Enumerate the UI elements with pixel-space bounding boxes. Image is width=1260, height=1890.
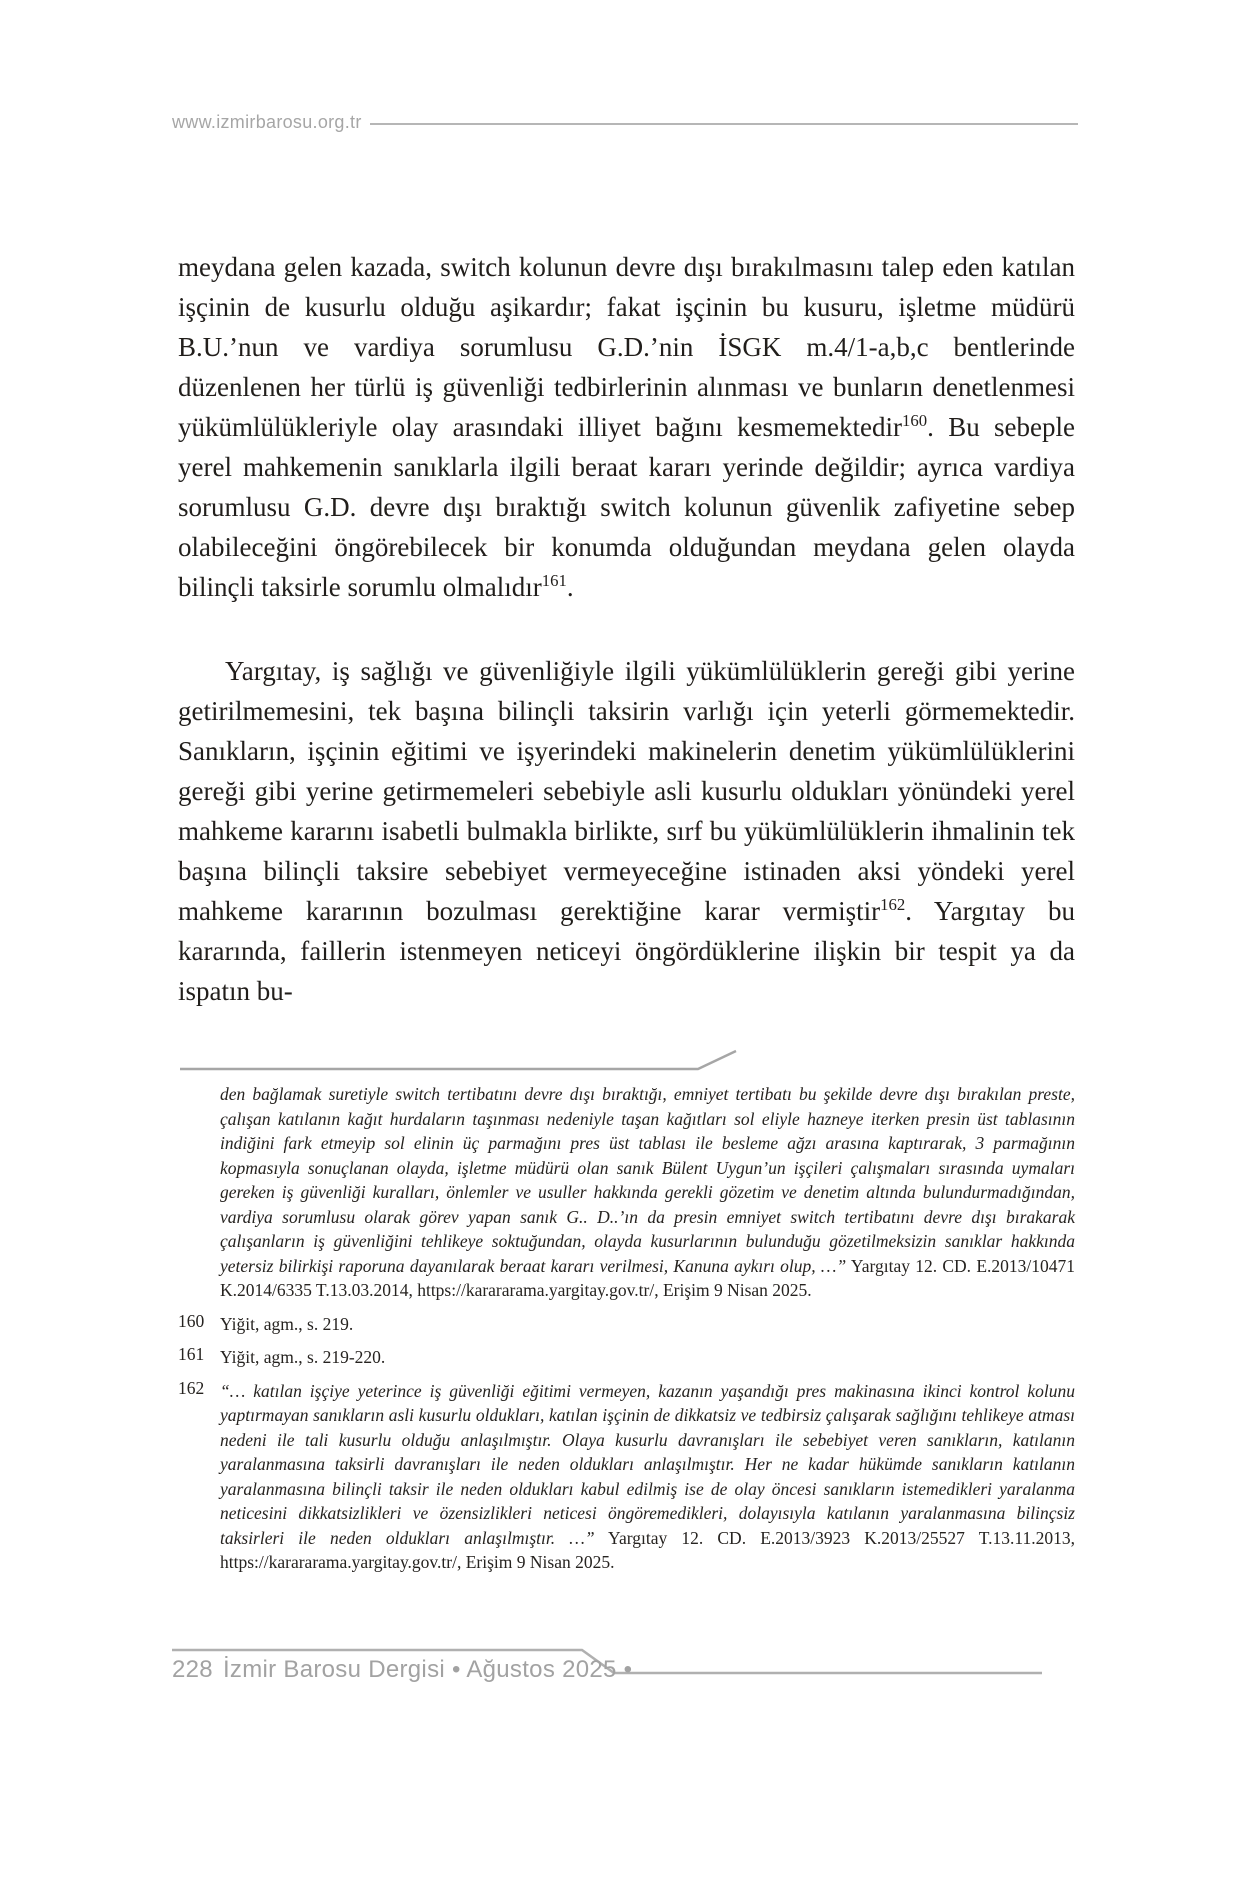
- footnote-access-note: , Erişim 9 Nisan 2025.: [654, 1280, 812, 1300]
- footnote-161: [178, 1345, 1075, 1370]
- body-paragraph-1: [178, 247, 1075, 607]
- footnote-url: https://karararama.yargitay.gov.tr/: [220, 1552, 457, 1572]
- paragraph-2-text: . Yargıtay bu kararında, faillerin istenmeyen neticeyi öngördüklerine ilişkin bir tespit ya da ispatın bu-: [178, 896, 1075, 1006]
- paragraph-1-text: .: [566, 572, 574, 602]
- page-footer: [172, 1656, 632, 1684]
- footnote-continuation: [178, 1082, 1075, 1303]
- paragraph-1-text: meydana gelen kazada, switch kolunun devre dışı bırakılmasını talep eden katılan işçinin de kusurlu olduğu aşikardır; fakat işçinin bu kusuru, işletme müdürü B.U.’nun ve vardiya sorumlusu G.D.’nin İSGK m.4/1-a,b,c bentlerinde düzenlenen her türlü iş güvenliği tedbirlerinin alınması ve bunların denetlenmesi yükümlülükleriyle olay arasındaki illiyet bağını kesmemektedir: [178, 252, 1075, 442]
- website-url: www.izmirbarosu.org.tr: [172, 112, 362, 132]
- footnote-number: 160: [178, 1310, 205, 1331]
- paragraph-1-text: . Bu sebeple yerel mahkemenin sanıklarla ilgili beraat kararı yerinde değildir; ayrıca vardiya sorumlusu G.D. devre dışı bıraktığı switch kolunun güvenlik zafiyetine sebep olabileceğini öngörebilecek bir konumda olduğundan meydana gelen olayda bilinçli taksirle sorumlu olmalıdır: [178, 412, 1075, 602]
- page-body: [178, 247, 1075, 1011]
- footnote-ref-160: 160: [902, 411, 928, 430]
- footnote-url: https://karararama.yargitay.gov.tr/: [417, 1280, 655, 1300]
- page-number: 228: [172, 1656, 213, 1683]
- footnote-number: 162: [178, 1377, 205, 1398]
- footnote-162: [178, 1379, 1075, 1575]
- footnote-text: Yiğit, agm., s. 219.: [220, 1313, 354, 1334]
- paragraph-2-text: Yargıtay, iş sağlığı ve güvenliğiyle ilgili yükümlülüklerin gereği gibi yerine getirilmemesini, tek başına bilinçli taksirin varlığı için yeterli görmemektedir. Sanıkların, işçinin eğitimi ve işyerindeki makinelerin denetim yükümlülüklerini gereği gibi yerine getirmemeleri sebebiyle asli kusurlu oldukları yönündeki yerel mahkeme kararını isabetli bulmakla birlikte, sırf bu yükümlülüklerin ihmalinin tek başına bilinçli taksire sebebiyet vermeyeceğine istinaden aksi yöndeki yerel mahkeme kararının bozulması gerektiğine karar vermiştir: [178, 656, 1075, 926]
- footnote-access-note: , Erişim 9 Nisan 2025.: [456, 1552, 615, 1572]
- footnote-quote: “… katılan işçiye yeterince iş güvenliği eğitimi vermeyen, kazanın yaşandığı pres makinasına ikinci kontrol kolunu yaptırmayan sanıkların asli kusurlu oldukları, katılan işçinin de dikkatsiz ve tedbirsiz çalışarak sağlığını tehlikeye atması nedeni ile tali kusurlu olduğu anlaşılmıştır. Olaya kusurlu davranışları ile sebebiyet veren sanıkların, katılanın yaralanmasına taksirli davranışları ile neden oldukları anlaşılmıştır. Her ne kadar hükümde sanıkların katılanın yaralanmasına bilinçli taksir ile neden oldukları kabul edilmiş ise de olay öncesi sanıkların istemedikleri yaralanma neticesini dikkatsizlikleri ve özensizlikleri neticesi öngöremedikleri, dolayısıyla katılanın yaralanmasına bilinçsiz taksirleri ile neden oldukları anlaşılmıştır. …”: [220, 1380, 1075, 1548]
- footnote-citation: Yargıtay 12. CD. E.2013/3923 K.2013/25527 T.13.11.2013,: [594, 1527, 1075, 1548]
- footnote-160: [178, 1312, 1075, 1337]
- header-rule: [370, 123, 1078, 125]
- footnote-number: 161: [178, 1344, 205, 1364]
- footnotes-section: [178, 1082, 1075, 1584]
- footnote-ref-162: 162: [880, 895, 906, 914]
- footnote-ref-161: 161: [541, 571, 567, 590]
- journal-title: İzmir Barosu Dergisi • Ağustos 2025 •: [222, 1656, 633, 1683]
- footnote-separator: [178, 1048, 758, 1072]
- footnote-citation: Yargıtay 12. CD. E.2013/10471 K.2014/6335 T.13.03.2014,: [220, 1255, 1075, 1300]
- page-header: [172, 112, 1078, 133]
- footnote-quote: den bağlamak suretiyle switch tertibatını devre dışı bıraktığı, emniyet tertibatı bu şekilde devre dışı bırakılan preste, çalışan katılanın kağıt hurdaların taşınması nedeniyle taşan kağıtları sol eliyle hazneye iterken presin üst tablasının indiğini fark etmeyip sol elinin üç parmağını pres üst tablası ile besleme ağzı arasına kaptırarak, 3 parmağının kopmasıyla sonuçlanan olayda, işletme müdürü olan sanık Bülent Uygun’un işçileri çalışmaları sırasında uymaları gereken iş güvenliği kuralları, önlemler ve usuller hakkında gerekli gözetim ve denetim altında bulundurmadığından, vardiya sorumlusu olarak görev yapan sanık G.. D..’ın da presin emniyet switch tertibatını devre dışı bırakarak çalışanların iş güvenliğini tehlikeye soktuğundan, olayda kusurlarının bulunduğu gözetilmeksizin sanıklar hakkında yetersiz bilirkişi raporuna dayanılarak beraat kararı verilmesi, Kanuna aykırı olup, …”: [220, 1084, 1075, 1276]
- footnote-text: Yiğit, agm., s. 219-220.: [220, 1347, 386, 1367]
- body-paragraph-2: [178, 651, 1075, 1011]
